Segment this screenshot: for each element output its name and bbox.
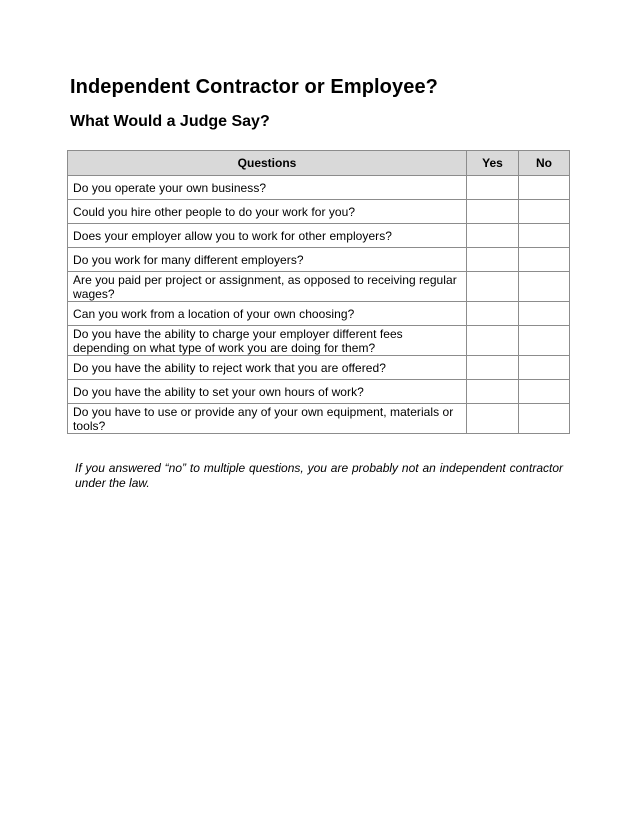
document-title: Independent Contractor or Employee? bbox=[70, 76, 438, 98]
question-cell: Do you have the ability to reject work that you are offered? bbox=[68, 356, 467, 380]
no-answer-cell[interactable] bbox=[519, 176, 570, 200]
no-answer-cell[interactable] bbox=[519, 272, 570, 302]
question-cell: Do you have the ability to charge your employer different fees depending on what type of work you are doing for them? bbox=[68, 326, 467, 356]
yes-answer-cell[interactable] bbox=[467, 404, 519, 434]
table-row bbox=[68, 326, 570, 356]
yes-column-header: Yes bbox=[467, 151, 519, 176]
table-row bbox=[68, 302, 570, 326]
questions-column-header: Questions bbox=[68, 151, 467, 176]
yes-answer-cell[interactable] bbox=[467, 200, 519, 224]
no-column-header: No bbox=[519, 151, 570, 176]
no-answer-cell[interactable] bbox=[519, 248, 570, 272]
table-row bbox=[68, 272, 570, 302]
table-header-row bbox=[68, 151, 570, 176]
table-row bbox=[68, 176, 570, 200]
yes-answer-cell[interactable] bbox=[467, 326, 519, 356]
no-answer-cell[interactable] bbox=[519, 200, 570, 224]
yes-answer-cell[interactable] bbox=[467, 356, 519, 380]
table-row bbox=[68, 404, 570, 434]
no-answer-cell[interactable] bbox=[519, 302, 570, 326]
question-cell: Are you paid per project or assignment, as opposed to receiving regular wages? bbox=[68, 272, 467, 302]
yes-answer-cell[interactable] bbox=[467, 224, 519, 248]
question-cell: Could you hire other people to do your work for you? bbox=[68, 200, 467, 224]
table-row bbox=[68, 224, 570, 248]
no-answer-cell[interactable] bbox=[519, 224, 570, 248]
footnote-text: If you answered “no” to multiple questions, you are probably not an independent contractor under the law. bbox=[75, 461, 563, 490]
question-cell: Do you work for many different employers? bbox=[68, 248, 467, 272]
table-row bbox=[68, 200, 570, 224]
table-row bbox=[68, 356, 570, 380]
question-cell: Do you have to use or provide any of your own equipment, materials or tools? bbox=[68, 404, 467, 434]
document-subtitle: What Would a Judge Say? bbox=[70, 113, 270, 130]
table-row bbox=[68, 380, 570, 404]
yes-answer-cell[interactable] bbox=[467, 176, 519, 200]
yes-answer-cell[interactable] bbox=[467, 302, 519, 326]
yes-answer-cell[interactable] bbox=[467, 248, 519, 272]
no-answer-cell[interactable] bbox=[519, 380, 570, 404]
yes-answer-cell[interactable] bbox=[467, 380, 519, 404]
question-cell: Do you operate your own business? bbox=[68, 176, 467, 200]
question-cell: Does your employer allow you to work for other employers? bbox=[68, 224, 467, 248]
questionnaire-table bbox=[67, 150, 570, 434]
question-cell: Can you work from a location of your own choosing? bbox=[68, 302, 467, 326]
yes-answer-cell[interactable] bbox=[467, 272, 519, 302]
no-answer-cell[interactable] bbox=[519, 326, 570, 356]
table-row bbox=[68, 248, 570, 272]
no-answer-cell[interactable] bbox=[519, 356, 570, 380]
question-cell: Do you have the ability to set your own hours of work? bbox=[68, 380, 467, 404]
no-answer-cell[interactable] bbox=[519, 404, 570, 434]
